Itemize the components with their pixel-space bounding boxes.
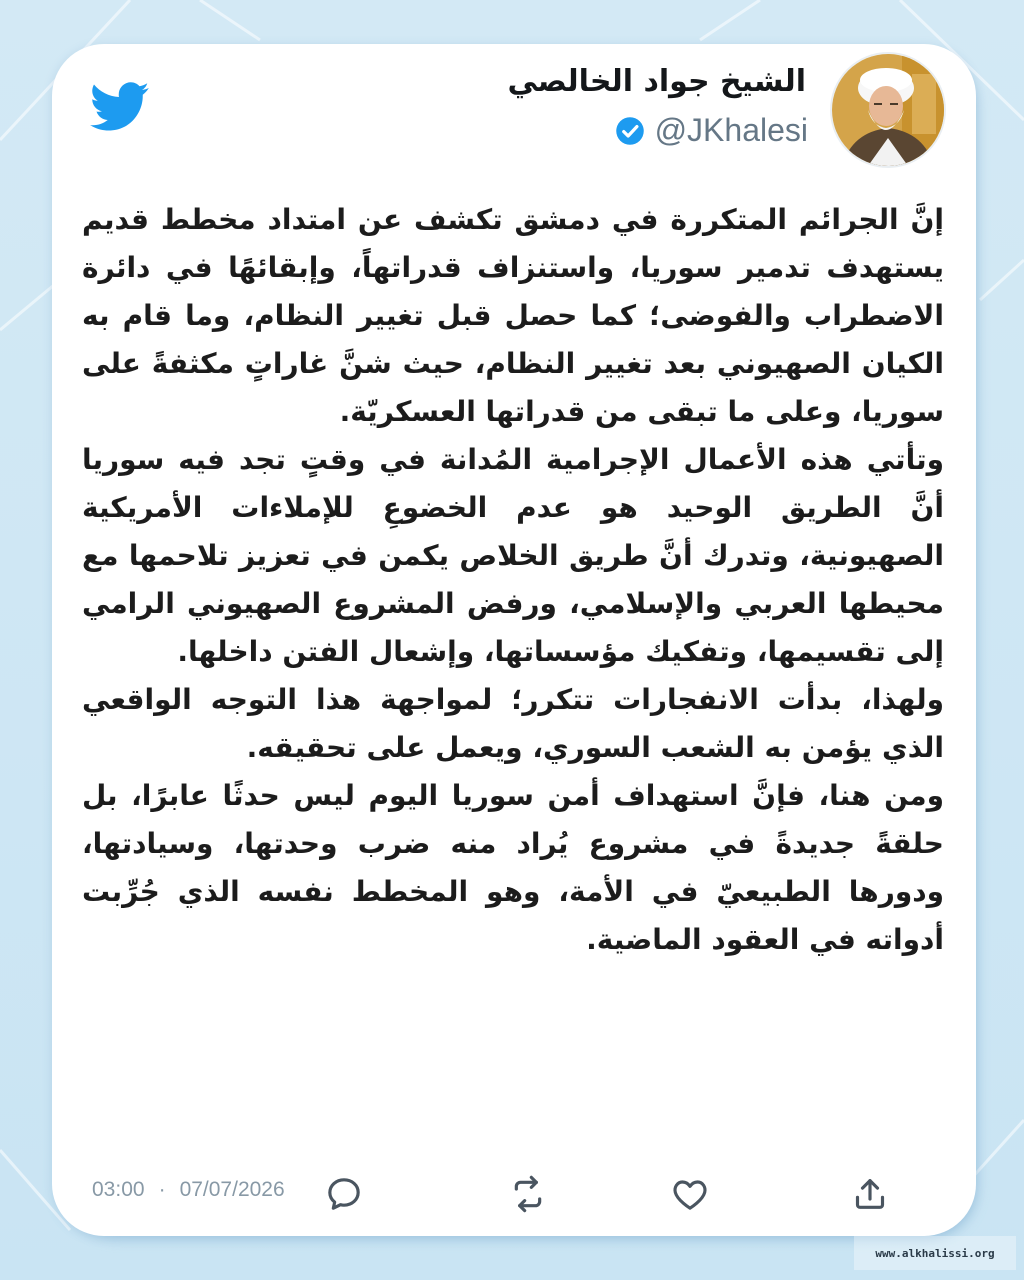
tweet-paragraph: إنَّ الجرائم المتكررة في دمشق تكشف عن امتداد مخطط قديم يستهدف تدمير سوريا، واستنزاف قدراتهاً، وإبقائهًا في دائرة الاضطراب والفوضى؛ كما حصل قبل تغيير النظام، وما قام به الكيان الصهيوني بعد تغيير النظام، حيث شنَّ غاراتٍ مكثفةً على سوريا، وعلى ما تبقى من قدراتها العسكريّة. [82, 203, 944, 428]
heart-icon [670, 1174, 710, 1214]
handle-row [615, 112, 808, 149]
tweet-body [82, 196, 944, 964]
tweet-meta [92, 1178, 285, 1202]
author-handle[interactable]: @JKhalesi [654, 112, 808, 148]
tweet-paragraph: ولهذا، بدأت الانفجارات تتكرر؛ لمواجهة هذا التوجه الواقعي الذي يؤمن به الشعب السوري، ويعمل على تحقيقه. [82, 683, 944, 764]
site-watermark: www.alkhalissi.org [854, 1236, 1016, 1270]
retweet-button[interactable] [504, 1170, 552, 1218]
reply-button[interactable] [320, 1170, 368, 1218]
share-icon [850, 1174, 890, 1214]
share-button[interactable] [846, 1170, 894, 1218]
tweet-paragraph: ومن هنا، فإنَّ استهداف أمن سوريا اليوم ليس حدثًا عابرًا، بل حلقةً جديدةً في مشروع يُراد منه ضرب وحدتها، وسيادتها، ودورها الطبيعيّ في الأمة، وهو المخطط نفسه الذي جُرِّبت أدواته في العقود الماضية. [82, 779, 944, 956]
tweet-date: 07/07/2026 [179, 1178, 285, 1201]
meta-separator: · [158, 1178, 166, 1201]
tweet-paragraph: وتأتي هذه الأعمال الإجرامية المُدانة في وقتٍ تجد فيه سوريا أنَّ الطريق الوحيد هو عدم الخضوعِ للإملاءات الأمريكية الصهيونية، وتدرك أنَّ طريق الخلاص يكمن في تعزيز تلاحمها مع محيطها العربي والإسلامي، ورفض المشروع الصهيوني الرامي إلى تقسيمها، وتفكيك مؤسساتها، وإشعال الفتن داخلها. [82, 443, 944, 668]
author-name[interactable]: الشيخ جواد الخالصي [507, 64, 806, 99]
reply-icon [324, 1174, 364, 1214]
like-button[interactable] [666, 1170, 714, 1218]
retweet-icon [506, 1174, 550, 1214]
verified-badge-icon [615, 116, 645, 146]
avatar[interactable] [830, 52, 946, 168]
tweet-time: 03:00 [92, 1178, 145, 1201]
twitter-bird-icon [90, 82, 150, 132]
